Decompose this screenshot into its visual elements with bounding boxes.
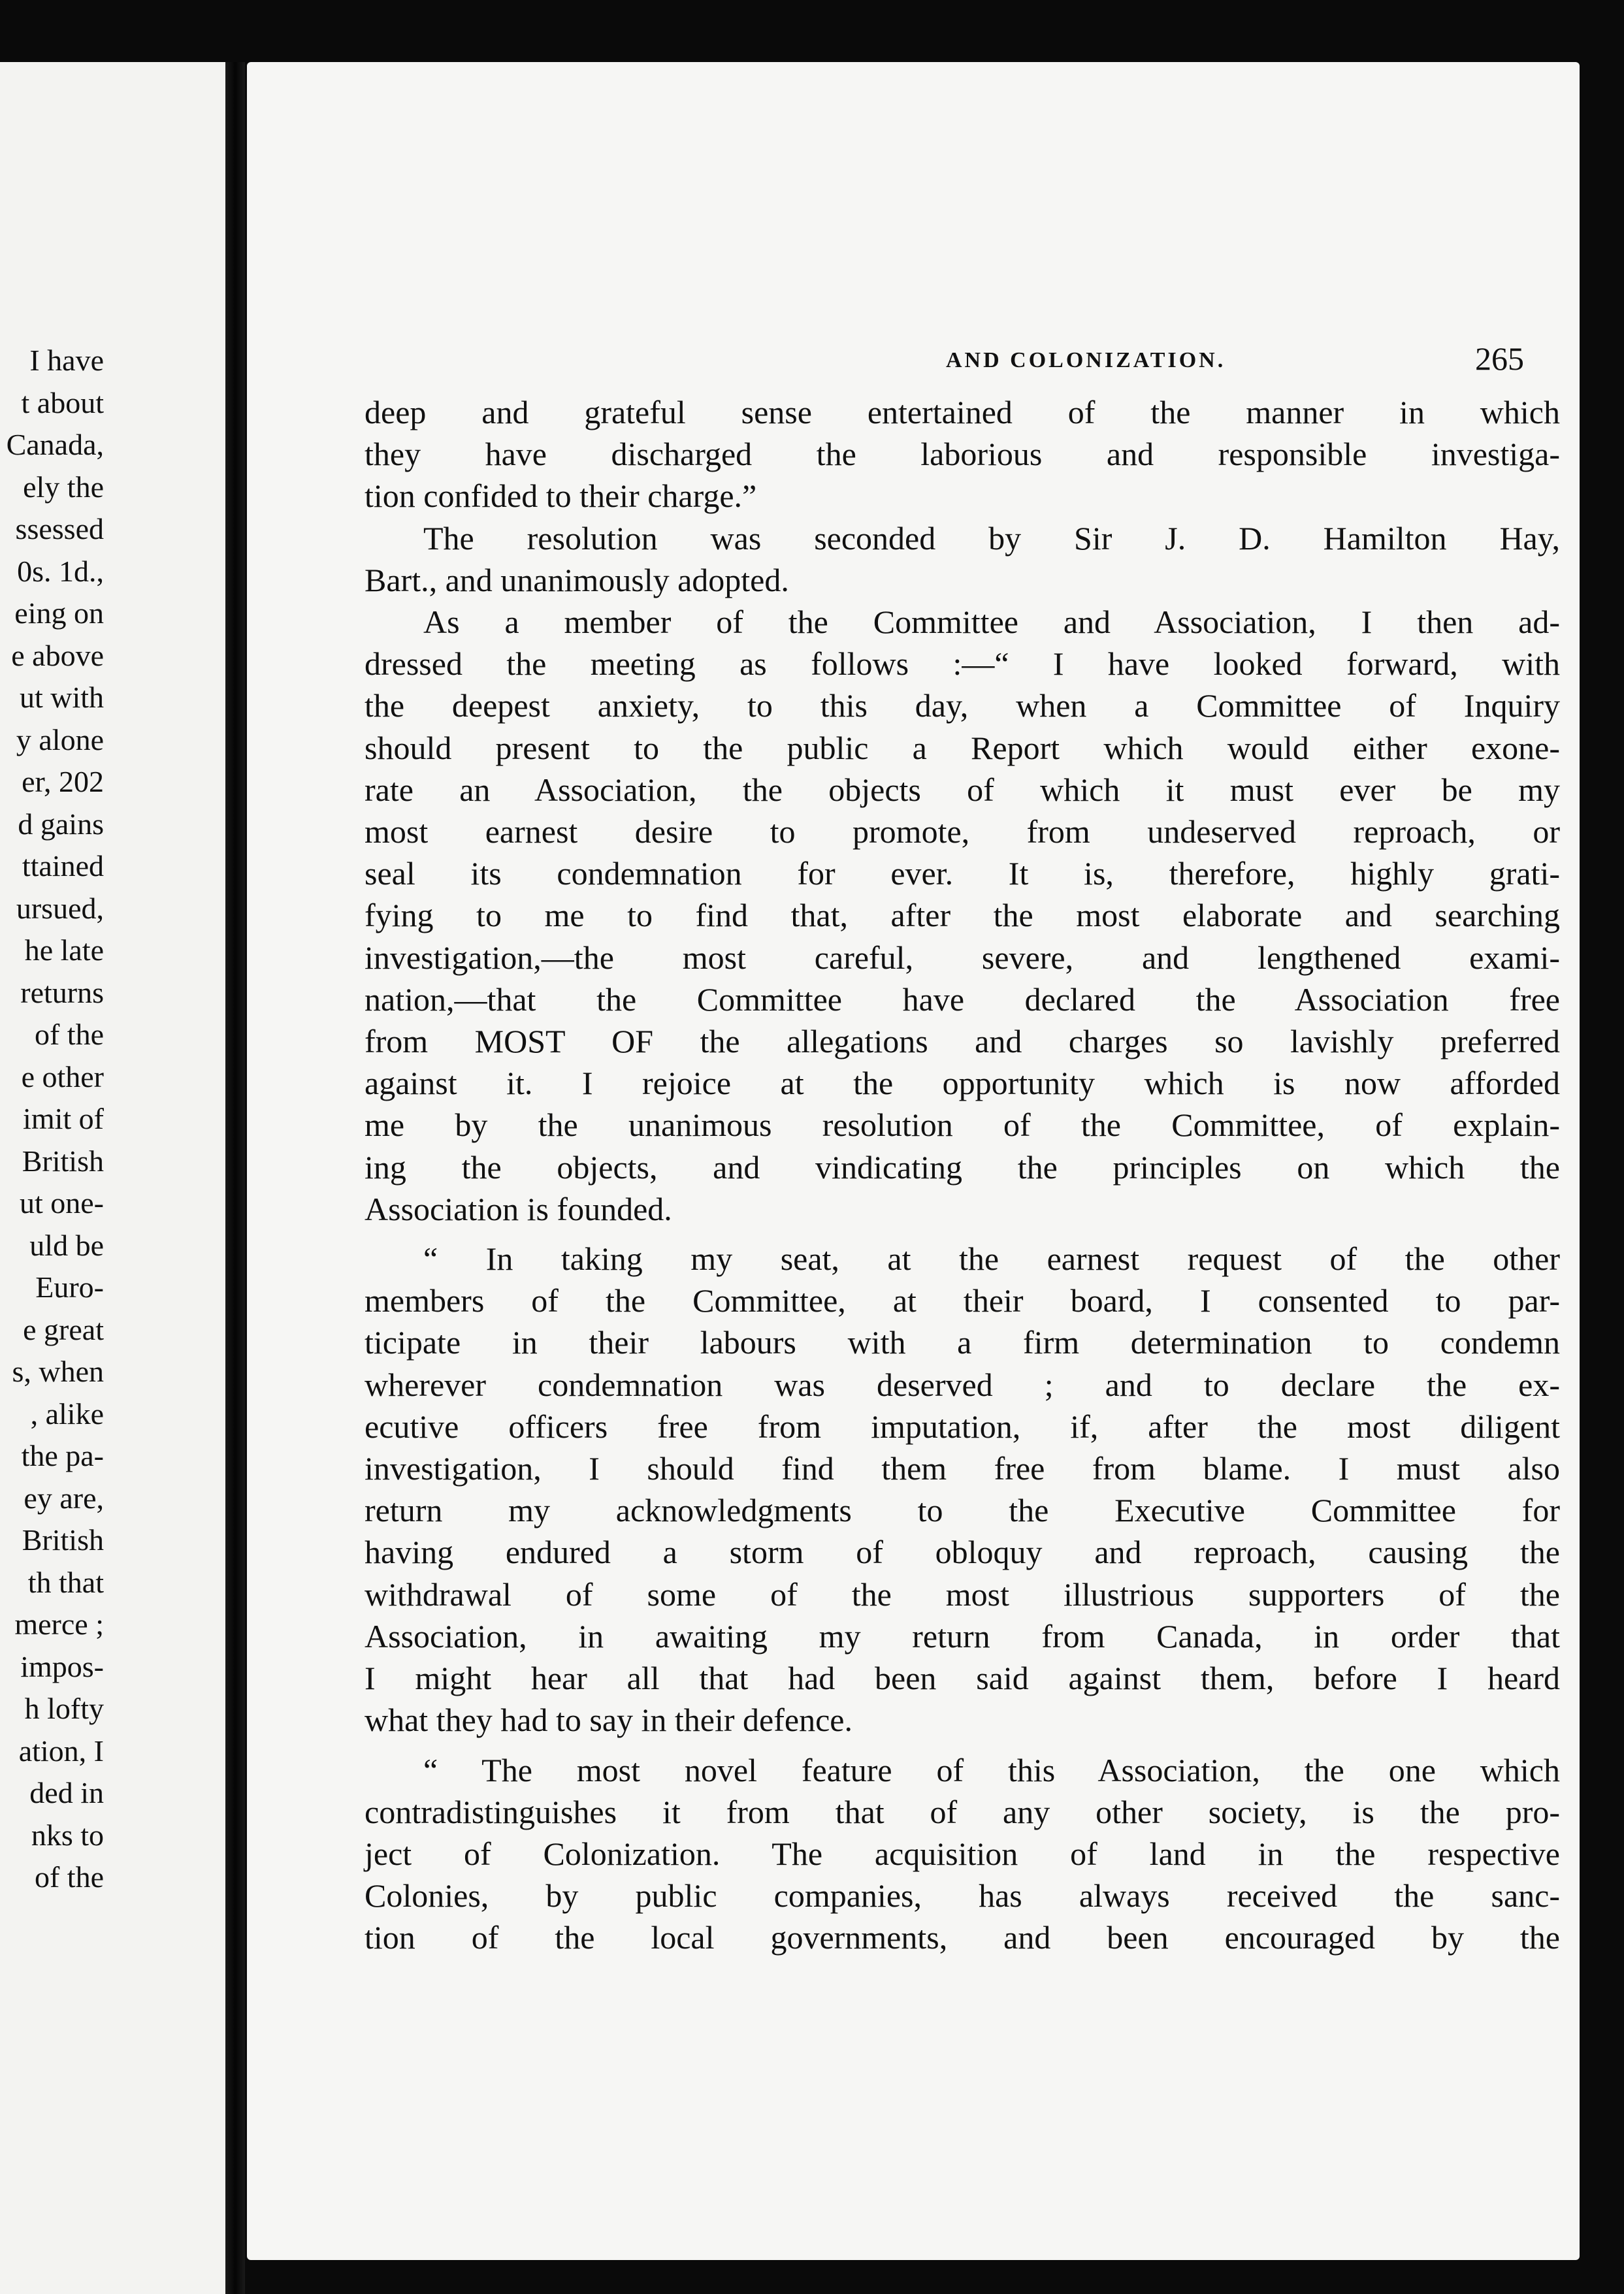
body-line: most earnest desire to promote, from undeserved reproach, or [365,813,1560,850]
left-page-line: e other [21,1059,104,1093]
body-line: The resolution was seconded by Sir J. D. Hamilton Hay, [423,519,1560,557]
left-page-line: ut with [19,681,104,714]
left-page-line: d gains [18,807,104,841]
body-line: ecutive officers free from imputation, if, after the most diligent [365,1408,1560,1445]
book-gutter [225,62,245,2294]
left-page-line: returns [20,975,104,1009]
left-page-line: , alike [30,1397,104,1430]
left-page-line: imit of [23,1102,104,1135]
left-page-line: eing on [14,596,104,630]
body-text [365,391,1560,1959]
left-page-line: s, when [12,1355,104,1388]
left-page-line: of the [34,1860,104,1894]
left-page-line: ssessed [15,512,104,545]
body-line: Association is founded. [365,1190,672,1227]
body-line: should present to the public a Report which would either exone- [365,729,1560,766]
left-page-line: ded in [29,1776,104,1809]
left-page-line: of the [34,1018,104,1051]
left-page-line: Canada, [6,428,104,461]
body-line: members of the Committee, at their board, I consented to par- [365,1282,1560,1319]
left-page-line: ut one- [19,1186,104,1220]
page-number: 265 [1475,340,1524,377]
body-line: ject of Colonization. The acquisition of land in the respective [365,1835,1560,1872]
body-line: “ In taking my seat, at the earnest request of the other [423,1240,1560,1278]
body-line: wherever condemnation was deserved ; and to declare the ex- [365,1366,1560,1403]
body-line: ticipate in their labours with a firm determination to condemn [365,1324,1560,1361]
body-line: seal its condemnation for ever. It is, therefore, highly grati- [365,855,1560,892]
left-page-line: British [22,1523,104,1557]
body-line: investigation, I should find them free from blame. I must also [365,1450,1560,1487]
body-line: contradistinguishes it from that of any other society, is the pro- [365,1793,1560,1830]
left-facing-page [0,62,225,2294]
body-line: nation,—that the Committee have declared the Association free [365,980,1560,1018]
left-page-line: ttained [22,849,104,882]
left-page-line: y alone [16,722,104,756]
body-line: investigation,—the most careful, severe, and lengthened exami- [365,939,1560,976]
body-line: Colonies, by public companies, has always received the sanc- [365,1877,1560,1914]
left-page-line: I have [29,344,104,377]
body-line: Bart., and unanimously adopted. [365,561,789,598]
left-page-line: he late [24,933,104,967]
left-page-line: merce ; [14,1607,104,1641]
body-line: what they had to say in their defence. [365,1702,853,1739]
body-line: withdrawal of some of the most illustrious supporters of the [365,1575,1560,1613]
body-line: return my acknowledgments to the Executive Committee for [365,1492,1560,1529]
main-page [247,62,1580,2260]
left-page-line: ursued, [16,891,104,925]
body-line: tion confided to their charge.” [365,477,757,515]
left-page-line: ation, I [18,1734,104,1768]
body-line: from MOST OF the allegations and charges so lavishly preferred [365,1023,1560,1060]
body-line: against it. I rejoice at the opportunity which is now afforded [365,1065,1560,1102]
body-line: “ The most novel feature of this Association, the one which [423,1751,1560,1788]
left-page-line: impos- [20,1649,104,1683]
left-page-line: British [22,1144,104,1178]
body-line: dressed the meeting as follows :—“ I have looked forward, with [365,645,1560,683]
left-page-line: th that [27,1565,104,1599]
left-page-line: the pa- [21,1439,104,1472]
left-page-line: ely the [23,470,104,504]
left-page-line: ey are, [24,1481,104,1515]
body-line: ing the objects, and vindicating the principles on which the [365,1148,1560,1186]
body-line: the deepest anxiety, to this day, when a Committee of Inquiry [365,687,1560,724]
body-line: rate an Association, the objects of which it must ever be my [365,771,1560,808]
left-page-line: 0s. 1d., [17,554,104,588]
left-page-line: e great [23,1312,104,1346]
body-line: me by the unanimous resolution of the Committee, of explain- [365,1107,1560,1144]
body-line: having endured a storm of obloquy and reproach, causing the [365,1534,1560,1571]
left-page-line: h lofty [24,1692,104,1725]
body-line: fying to me to find that, after the most elaborate and searching [365,897,1560,934]
body-line: they have discharged the laborious and responsible investiga- [365,436,1560,473]
left-page-text [0,340,104,1899]
left-page-line: e above [11,638,104,672]
body-line: As a member of the Committee and Association, I then ad- [423,604,1560,641]
body-line: Association, in awaiting my return from Canada, in order that [365,1617,1560,1655]
left-page-line: uld be [29,1228,104,1262]
body-line: tion of the local governments, and been encouraged by the [365,1919,1560,1956]
body-line: I might hear all that had been said against them, before I heard [365,1660,1560,1697]
left-page-line: er, 202 [22,765,104,798]
left-page-line: nks to [31,1818,104,1852]
body-line: deep and grateful sense entertained of the manner in which [365,394,1560,430]
running-header: AND COLONIZATION. [946,348,1226,372]
left-page-line: t about [21,385,104,419]
left-page-line: Euro- [35,1270,104,1304]
